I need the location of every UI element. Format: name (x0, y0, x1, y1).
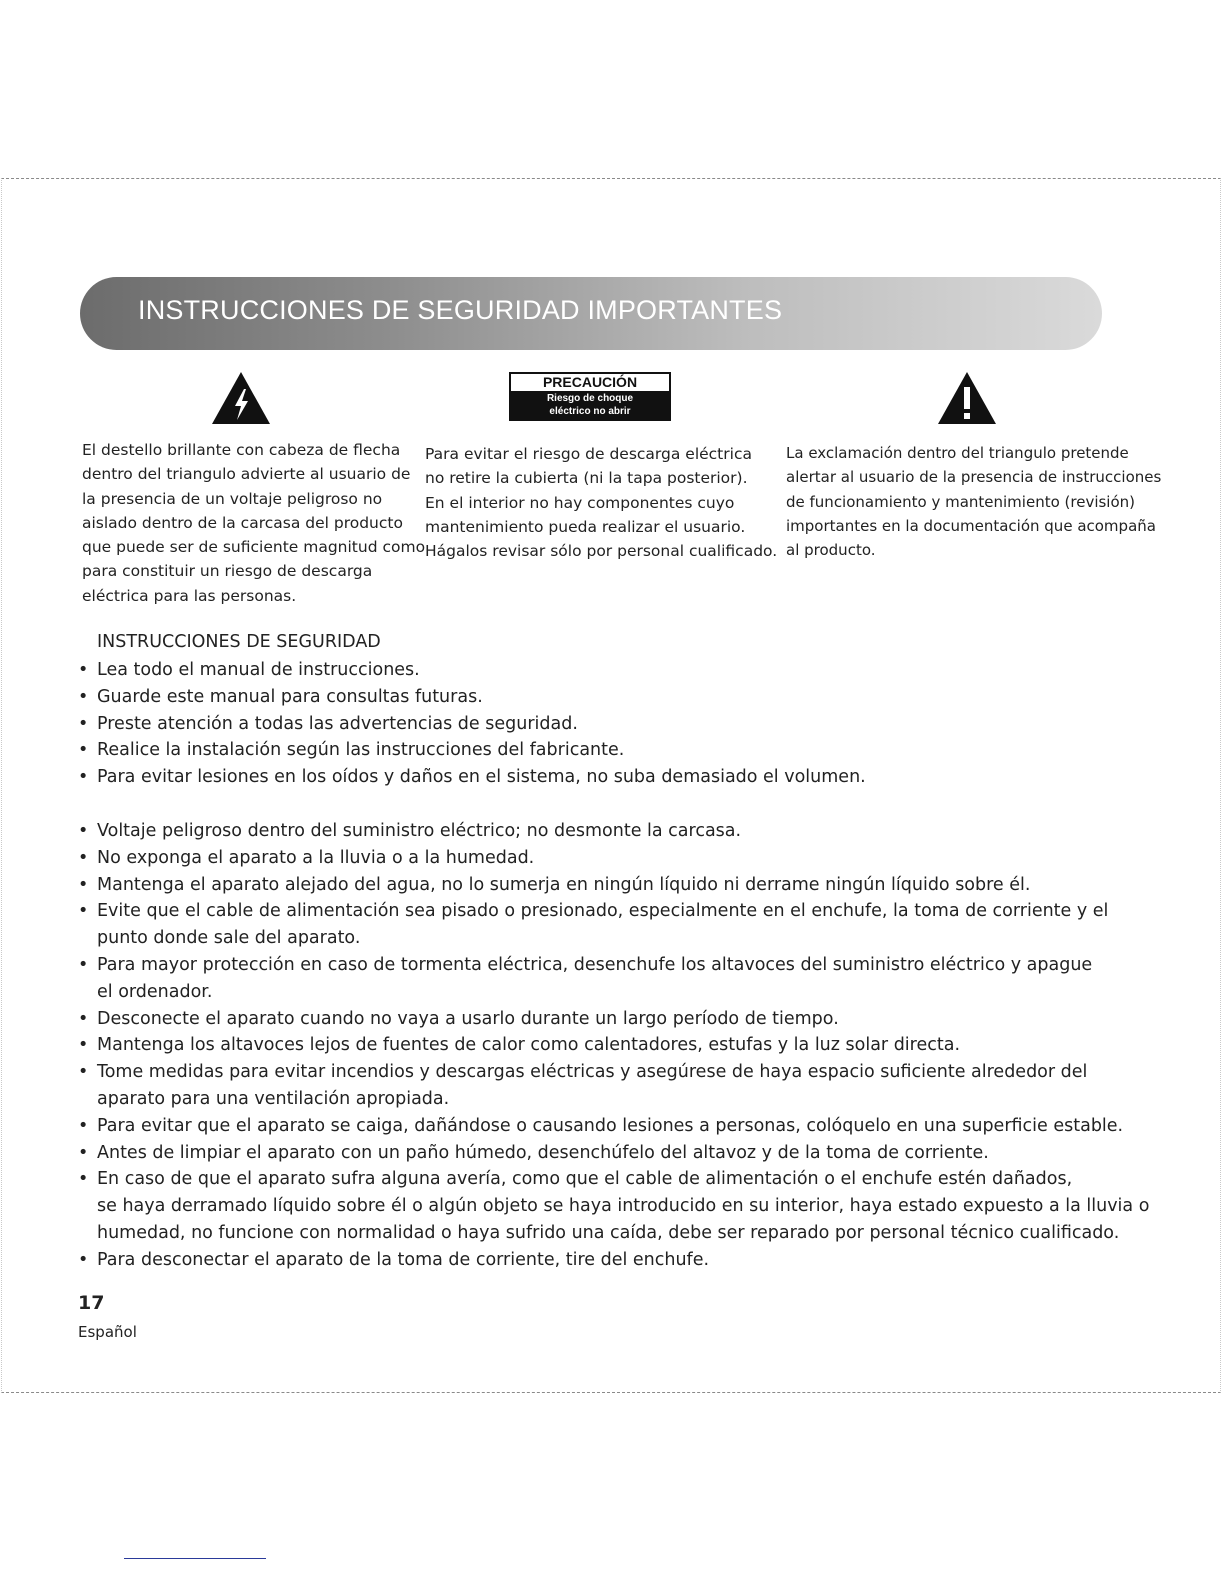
text-line: eléctrica para las personas. (82, 586, 297, 605)
list-item-line: • Para mayor protección en caso de tormenta eléctrica, desenchufe los altavoces del suministro eléctrico y apague (97, 954, 1093, 975)
text-line: aislado dentro de la carcasa del producto (82, 513, 403, 532)
list-item-line: • Mantenga el aparato alejado del agua, no lo sumerja en ningún líquido ni derrame ningún líquido sobre él. (97, 874, 1031, 895)
text-line: Hágalos revisar sólo por personal cualificado. (425, 542, 778, 561)
list-item (78, 1032, 1118, 1059)
list-item-line: aparato para una ventilación apropiada. (97, 1088, 450, 1109)
footer-divider (124, 1558, 266, 1559)
list-item (78, 1140, 1118, 1167)
list-item (78, 845, 1118, 872)
list-item-line: el ordenador. (97, 981, 213, 1002)
caution-label-line: Riesgo de choque (546, 393, 634, 404)
list-item-line: • Para desconectar el aparato de la toma de corriente, tire del enchufe. (97, 1249, 710, 1270)
text-line: dentro del triangulo advierte al usuario de (82, 465, 411, 484)
text-line: En el interior no hay componentes cuyo (425, 493, 735, 512)
text-line: de funcionamiento y mantenimiento (revisión) (786, 492, 1136, 511)
list-item-line: • Guarde este manual para consultas futuras. (97, 686, 483, 707)
list-item (78, 1006, 1118, 1033)
list-item-line: • Voltaje peligroso dentro del suministro eléctrico; no desmonte la carcasa. (97, 820, 742, 841)
list-item-line: • Para evitar lesiones en los oídos y daños en el sistema, no suba demasiado el volumen. (97, 767, 866, 788)
text-line: mantenimiento pueda realizar el usuario. (425, 517, 746, 536)
text-line: que puede ser de suficiente magnitud como (82, 538, 426, 557)
text-line: no retire la cubierta (ni la tapa posterior). (425, 469, 748, 488)
list-item-line: • Evite que el cable de alimentación sea pisado o presionado, especialmente en el enchufe, la toma de corriente y el (97, 901, 1109, 922)
list-item-line: • Para evitar que el aparato se caiga, dañándose o causando lesiones a personas, colóquelo en una superficie estable. (97, 1115, 1124, 1136)
text-line: alertar al usuario de la presencia de instrucciones (786, 468, 1162, 487)
list-item-line: • Antes de limpiar el aparato con un paño húmedo, desenchúfelo del altavoz y de la toma de corriente. (97, 1142, 989, 1163)
list-item (78, 684, 1118, 711)
list-item-line: • Lea todo el manual de instrucciones. (97, 660, 420, 680)
list-item-line: humedad, no funcione con normalidad o haya sufrido una caída, debe ser reparado por personal técnico cualificado. (97, 1222, 1120, 1243)
text-line: la presencia de un voltaje peligroso no (82, 489, 383, 508)
list-item-line: • Tome medidas para evitar incendios y descargas eléctricas y asegúrese de haya espacio suficiente alrededor del (97, 1062, 1088, 1083)
text-line: importantes en la documentación que acompaña (786, 516, 1156, 535)
list-item (78, 1059, 1118, 1113)
caution-label-body (511, 391, 669, 419)
list-item (78, 1247, 1118, 1274)
exclamation-warning-text (786, 441, 1161, 562)
list-item (78, 898, 1118, 952)
list-item-line: • No exponga el aparato a la lluvia o a la humedad. (97, 847, 535, 868)
text-line: Para evitar el riesgo de descarga eléctrica (425, 445, 752, 463)
list-item-line: • Preste atención a todas las advertencias de seguridad. (97, 713, 578, 734)
list-item (78, 818, 1118, 845)
list-item (78, 764, 1118, 791)
list-item-line: • Desconecte el aparato cuando no vaya a usarlo durante un largo período de tiempo. (97, 1008, 839, 1029)
text-line: al producto. (786, 541, 876, 560)
list-item-line: • En caso de que el aparato sufra alguna avería, como que el cable de alimentación o el enchufe estén dañados, (97, 1169, 1073, 1190)
lightning-warning-text (82, 438, 425, 608)
page-number: 17 (78, 1292, 105, 1314)
list-item-line: punto donde sale del aparato. (97, 928, 361, 949)
page-title: INSTRUCCIONES DE SEGURIDAD IMPORTANTES (138, 295, 783, 325)
caution-label-line: eléctrico no abrir (549, 406, 631, 417)
section-banner (80, 277, 1102, 350)
caution-warning-text (425, 442, 777, 563)
list-item-line: • Realice la instalación según las instrucciones del fabricante. (97, 740, 625, 761)
list-item (78, 711, 1118, 738)
text-line: La exclamación dentro del triangulo pretende (786, 444, 1129, 462)
lightning-triangle-icon (210, 370, 272, 426)
text-line: para constituir un riesgo de descarga (82, 562, 373, 581)
exclamation-triangle-icon (936, 370, 998, 426)
safety-heading: INSTRUCCIONES DE SEGURIDAD (97, 632, 381, 652)
list-item-line: se haya derramado líquido sobre él o algún objeto se haya introducido en su interior, haya estado expuesto a la lluvia o (97, 1196, 1150, 1217)
text-line: El destello brillante con cabeza de flecha (82, 441, 401, 459)
page-language: Español (78, 1323, 137, 1341)
list-item (78, 1113, 1124, 1140)
caution-label-title: PRECAUCIÓN (542, 374, 638, 390)
list-item (78, 1166, 1150, 1246)
list-item (78, 872, 1118, 899)
list-item (78, 657, 1118, 684)
caution-label (509, 372, 671, 421)
safety-list (78, 657, 1150, 1274)
list-item (78, 737, 1118, 764)
list-item-line: • Mantenga los altavoces lejos de fuentes de calor como calentadores, estufas y la luz solar directa. (97, 1035, 961, 1056)
list-item (78, 952, 1118, 1006)
